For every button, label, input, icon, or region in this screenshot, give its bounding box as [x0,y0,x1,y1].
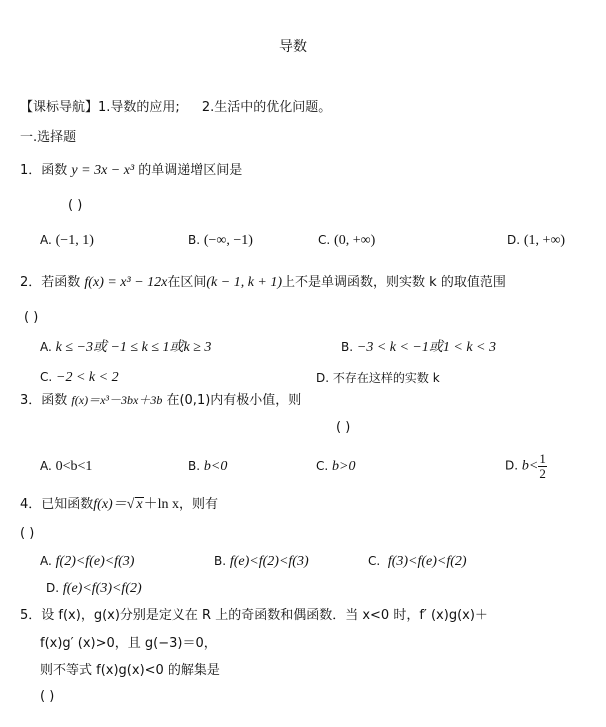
question-3-formula: f(x)＝x³－3bx＋3b [71,393,163,407]
nav-label: 【课标导航】 [20,100,99,115]
question-3-option-d: D. b< $\frac{1}{2}$ [505,451,546,481]
question-5-answer-blank: ( ) [40,689,55,704]
question-3-option-c: C. b>0 [316,459,356,474]
question-5-line-3: 则不等式 f(x)g(x)<0 的解集是 [40,663,220,678]
question-2-option-c: C. −2 < k < 2 [40,370,119,385]
nav-item-1: 1.导数的应用; [98,100,180,115]
question-2-option-a: A. k ≤ −3或 −1 ≤ k ≤ 1或k ≥ 3 [40,340,212,355]
question-4-option-b: B. f(e)<f(2)<f(3) [214,554,309,569]
question-2-formula: f(x) = x³ − 12x [84,275,168,290]
nav-item-2: 2.生活中的优化问题。 [201,100,332,115]
sqrt-argument: x [136,497,143,512]
question-2-interval: (k − 1, k + 1) [206,275,283,290]
question-2-option-b: B. −3 < k < −1或1 < k < 3 [341,340,496,355]
question-1-option-d: D. (1, +∞) [507,233,566,248]
question-4-option-c: C. f(3)<f(e)<f(2) [368,554,467,569]
question-3-option-b: B. b<0 [188,459,228,474]
question-3-stem [20,394,301,407]
question-1-answer-blank: ( ) [68,198,83,213]
question-1-option-a: A. (−1, 1) [40,233,94,248]
question-1-formula: y = 3x − x³ [71,163,135,178]
question-1-prefix: 1．函数 [20,163,68,178]
question-1-suffix: 的单调递增区间是 [138,163,243,178]
question-1-option-c: C. (0, +∞) [318,233,376,248]
question-2-mid: 在区间 [167,275,207,290]
question-1-option-b: B. (−∞, −1) [188,233,253,248]
question-5-line-1: 5．设 f(x)，g(x)分别是定义在 R 上的奇函数和偶函数．当 x<0 时，f′ (x)g(x)＋ [20,608,488,623]
question-4-stem [20,497,218,512]
question-3-answer-blank: ( ) [336,420,351,435]
question-4-formula-start: f(x)＝ [93,497,127,512]
question-2-suffix: 上不是单调函数，则实数 k 的取值范围 [282,275,506,290]
question-4-formula-end: ＋ln x [143,497,180,512]
course-nav [20,101,331,114]
question-4-option-a: A. f(2)<f(e)<f(3) [40,554,135,569]
question-2-answer-blank: ( ) [24,310,39,325]
question-1-stem [20,164,242,178]
sqrt-sign: √ [126,497,135,512]
question-4-prefix: 4．已知函数 [20,497,94,512]
one-half-fraction: $\frac{1}{2}$ [539,451,546,481]
question-4-answer-blank: ( ) [20,526,35,541]
question-5-line-2: f(x)g′ (x)>0，且 g(−3)＝0， [40,636,217,651]
question-2-stem [20,276,506,290]
question-3-prefix: 3．函数 [20,393,68,408]
question-4-suffix: ，则有 [179,497,219,512]
question-2-option-d: D. 不存在这样的实数 k [316,371,440,385]
question-4-option-d: D. f(e)<f(3)<f(2) [46,581,142,596]
question-3-option-a: A. 0<b<1 [40,459,93,474]
question-3-suffix: 在(0,1)内有极小值，则 [166,393,302,408]
page-title: 导数 [279,39,307,55]
section-heading: 一.选择题 [20,130,77,145]
question-2-prefix: 2．若函数 [20,275,81,290]
